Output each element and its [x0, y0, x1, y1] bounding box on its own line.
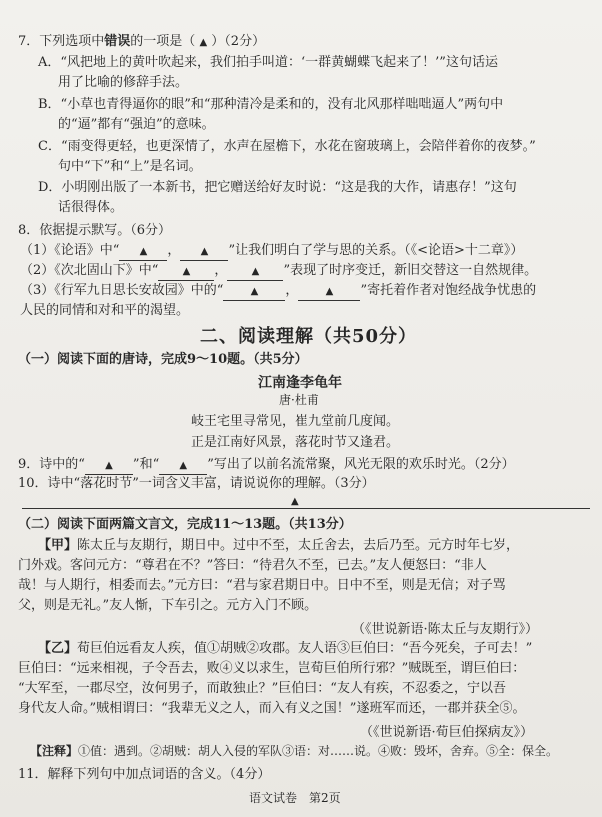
- q9: 9．诗中的“ ▲ ”和“ ▲ ”写出了以前名流常聚，风光无限的欢乐时光。（2分）: [18, 456, 515, 475]
- jia-line-1: 【甲】陈太丘与友期行，期日中。过中不至，太丘舍去，去后乃至。元方时年七岁，: [38, 538, 520, 553]
- q7-option-d: D．小明刚出版了一本新书，把它赠送给好友时说：“这是我的大作，请惠存！”这句: [38, 180, 517, 195]
- yi-line-2: 巨伯曰：“远来相视，子令吾去，败④义以求生，岂荀巨伯所行邪？”贼既至，谓巨伯曰：: [18, 661, 526, 676]
- q7-stem: 7．下列选项中错误的一项是（ ▲ ）（2分）: [18, 34, 266, 49]
- poem-line-1: 岐王宅里寻常见，崔九堂前几度闻。: [191, 414, 400, 429]
- q7-option-b: B．“小草也青得逼你的眼”和“那种清冷是柔和的，没有北风那样咄咄逼人”两句中: [38, 97, 504, 112]
- yi-line-1: 【乙】荀巨伯远看友人疾，值①胡贼②攻郡。友人语③巨伯曰：“吾今死矣，子可去！”: [38, 641, 533, 656]
- answer-line: [22, 508, 590, 509]
- poem-line-2: 正是江南好风景，落花时节又逢君。: [191, 435, 400, 450]
- q8-line-3: （3）《行军九日思长安故园》中的“ ▲ ， ▲ ”寄托着作者对饱经战争忧患的: [20, 282, 536, 301]
- q7-option-a: A．“风把地上的黄叶吹起来，我们拍手叫道：‘一群黄蝴蝶飞起来了！’”这句话运: [38, 55, 498, 70]
- yi-line-4: 身代友人命。”贼相谓曰：“我辈无义之人，而入有义之国！”遂班军而还，一郡并获全⑤。: [18, 701, 526, 716]
- q7-emphasis: 错误: [104, 34, 131, 49]
- q10: 10．诗中“落花时节”一词含义丰富，请说说你的理解。（3分）: [18, 476, 375, 491]
- part2-intro: （二）阅读下面两篇文言文，完成11～13题。（共13分）: [18, 517, 352, 532]
- poem-title: 江南逢李龟年: [258, 375, 342, 391]
- jia-line-4: 父，则是无礼。”友人惭，下车引之。元方入门不顾。: [18, 598, 318, 613]
- part1-intro: （一）阅读下面的唐诗，完成9～10题。（共5分）: [18, 352, 308, 367]
- q8-stem: 8．依据提示默写。（6分）: [18, 223, 172, 238]
- jia-label: 【甲】: [38, 538, 78, 553]
- q7-option-c-cont: 句中“下”和“上”是名词。: [58, 159, 202, 174]
- q11: 11．解释下列句中加点词语的含义。（4分）: [18, 767, 271, 782]
- notes: 【注释】①值：遇到。②胡贼：胡人入侵的军队③语：对……说。④败：毁坏，舍弃。⑤全：保全。: [30, 744, 559, 758]
- jia-source: （《世说新语·陈太丘与友期行》）: [352, 622, 539, 637]
- answer-blank-triangle: ▲: [199, 37, 208, 48]
- q8-line-3-cont: 人民的同情和对和平的渴望。: [20, 303, 190, 318]
- section-title: 二、阅读理解（共50分）: [200, 326, 418, 347]
- q7-option-c: C．“雨变得更轻，也更深情了，水声在屋檐下，水花在窗玻璃上，会陪伴着你的夜梦。”: [38, 139, 536, 154]
- yi-source: （《世说新语·荀巨伯探病友》）: [360, 725, 534, 740]
- page-footer: 语文试卷 第2页: [249, 791, 341, 805]
- notes-label: 【注释】: [30, 744, 79, 758]
- yi-label: 【乙】: [38, 641, 78, 656]
- q7-option-b-cont: 的“逼”都有“强迫”的意味。: [58, 117, 215, 132]
- jia-line-2: 门外戏。客问元方：“尊君在不？”答曰：“待君久不至，已去。”友人便怒曰：“非人: [18, 558, 487, 573]
- poem-author: 唐·杜甫: [279, 393, 319, 407]
- jia-line-3: 哉！与人期行，相委而去。”元方曰：“君与家君期日中。日中不至，则是无信；对子骂: [18, 578, 506, 593]
- q7-option-a-cont: 用了比喻的修辞手法。: [58, 75, 189, 90]
- q10-answer-triangle: ▲: [291, 496, 299, 507]
- q7-option-d-cont: 话很得体。: [58, 200, 124, 215]
- q8-line-2: （2）《次北固山下》中“ ▲ ， ▲ ”表现了时序变迁，新旧交替这一自然规律。: [20, 262, 537, 281]
- yi-line-3: “大军至，一郡尽空，汝何男子，而敢独止？”巨伯曰：“友人有疾，不忍委之，宁以吾: [18, 681, 506, 696]
- q8-line-1: （1）《论语》中“ ▲ ， ▲ ”让我们明白了学与思的关系。（《<论语>十二章》）: [20, 242, 523, 261]
